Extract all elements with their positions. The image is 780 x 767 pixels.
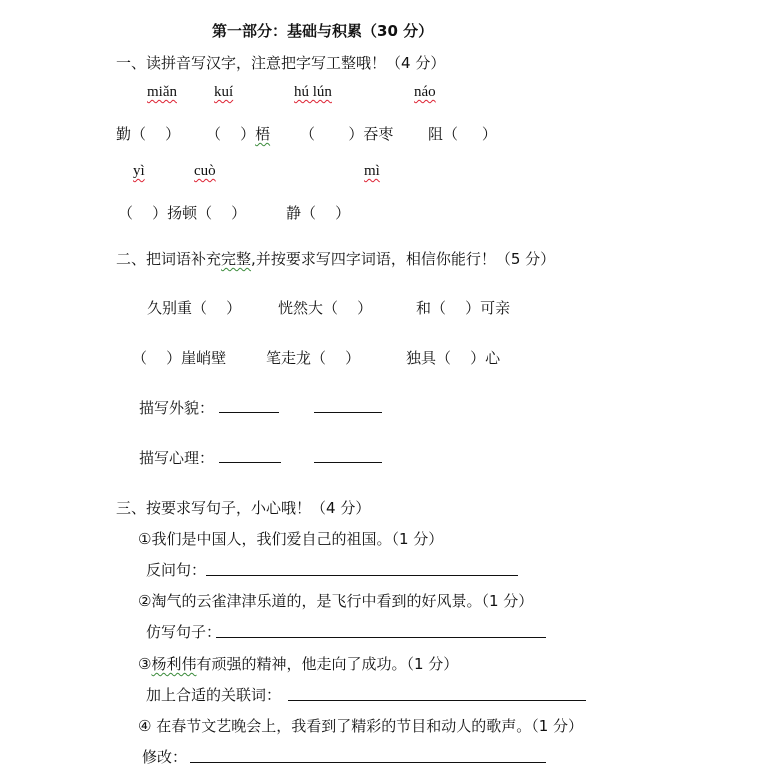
q3-prompt-2: 仿写句子： <box>146 623 222 641</box>
q2-row2-item: 独具（ ）心 <box>406 349 501 367</box>
pinyin-hulun: hú lún <box>294 84 332 100</box>
appearance-blank-2[interactable] <box>314 397 382 413</box>
q3-prompt-1: 反问句： <box>146 561 207 579</box>
q1-row1-item: 阻（ ） <box>428 125 497 143</box>
q2-row2-item: （ ）崖峭壁 <box>132 349 227 367</box>
appearance-blank-1[interactable] <box>219 397 279 413</box>
mind-blank-1[interactable] <box>219 447 281 463</box>
pinyin-kui: kuí <box>214 84 234 100</box>
pinyin-yi: yì <box>133 163 145 179</box>
pinyin-mi: mì <box>364 163 380 179</box>
q1-row1-item: （ ）梧 <box>206 125 271 143</box>
section-title: 第一部分：基础与积累（30 分） <box>212 22 434 40</box>
answer-line-1[interactable] <box>206 559 518 576</box>
q2-row1-item: 恍然大（ ） <box>278 299 373 317</box>
q1-row1-item: （ ）吞枣 <box>300 125 394 143</box>
q3-prompt-3: 加上合适的关联词： <box>146 686 282 704</box>
q2-heading: 二、把词语补充完整,并按要求写四字词语，相信你能行！（5 分） <box>116 250 556 268</box>
describe-mind-label: 描写心理： <box>139 449 215 467</box>
pinyin-mian: miǎn <box>147 84 177 100</box>
q3-sentence-4: ④ 在春节文艺晚会上，我看到了精彩的节目和动人的歌声。（1 分） <box>138 717 584 735</box>
describe-appearance-label: 描写外貌： <box>139 399 215 417</box>
q3-heading: 三、按要求写句子，小心哦！（4 分） <box>116 499 371 517</box>
q1-row1-item: 勤（ ） <box>116 125 181 143</box>
mind-blank-2[interactable] <box>314 447 382 463</box>
answer-line-4[interactable] <box>190 746 546 763</box>
pinyin-cuo: cuò <box>194 163 216 179</box>
answer-line-3[interactable] <box>288 684 586 701</box>
q2-row2-item: 笔走龙（ ） <box>266 349 361 367</box>
answer-line-2[interactable] <box>216 621 546 638</box>
q2-row1-item: 久别重（ ） <box>147 299 242 317</box>
q3-sentence-2: ②淘气的云雀津津乐道的，是飞行中看到的好风景。（1 分） <box>138 592 534 610</box>
q1-row2-item: 静（ ） <box>286 204 351 222</box>
pinyin-nao: náo <box>414 84 436 100</box>
q3-sentence-3: ③杨利伟有顽强的精神，他走向了成功。（1 分） <box>138 655 459 673</box>
q3-prompt-4: 修改： <box>142 748 188 766</box>
q2-row1-item: 和（ ）可亲 <box>416 299 511 317</box>
q1-row2-item: （ ）扬顿（ ） <box>118 204 247 222</box>
q1-heading: 一、读拼音写汉字，注意把字写工整哦！（4 分） <box>116 54 446 72</box>
q3-sentence-1: ①我们是中国人，我们爱自己的祖国。（1 分） <box>138 530 444 548</box>
